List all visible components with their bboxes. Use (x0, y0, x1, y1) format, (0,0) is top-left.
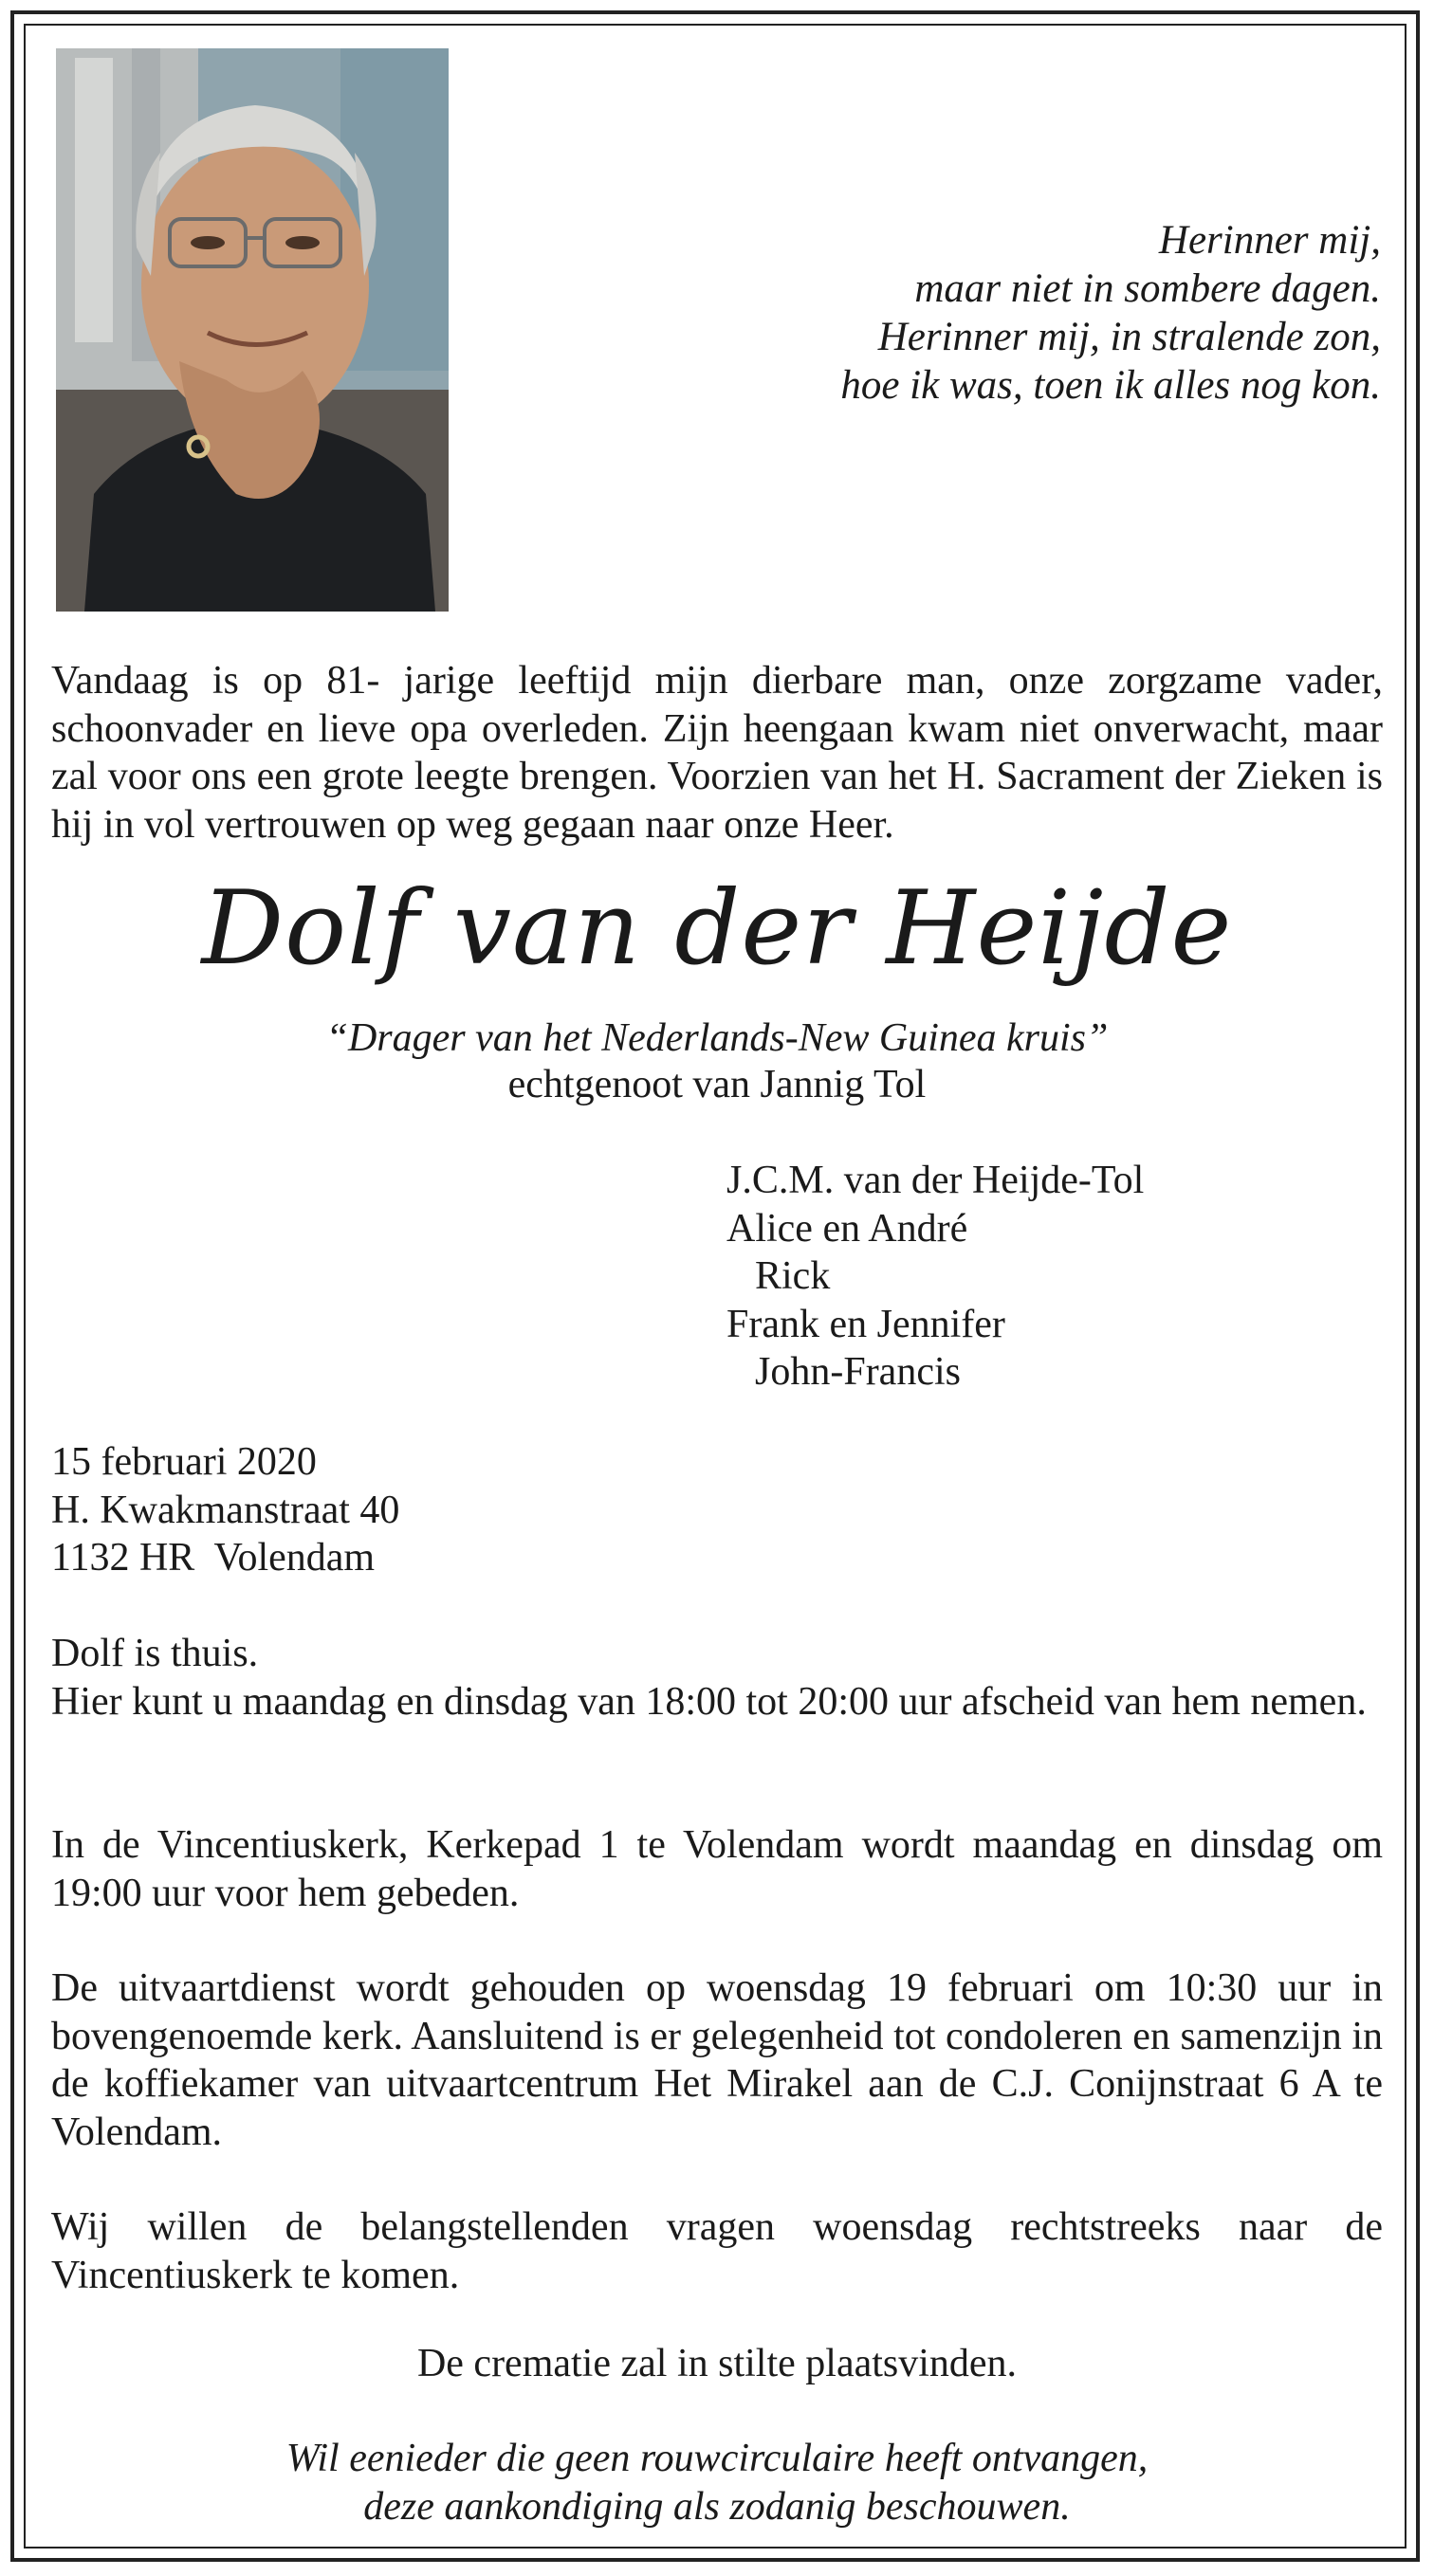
family-member: John-Francis (755, 1350, 961, 1394)
deceased-name: Dolf van der Heijde (201, 869, 1233, 988)
home-visit-text: Hier kunt u maandag en dinsdag van 18:00 tot 20:00 uur afscheid van hem nemen. (51, 1679, 1367, 1724)
city-line: 1132 HR Volendam (51, 1536, 376, 1580)
family-member: Frank en Jennifer (726, 1302, 1005, 1346)
request-paragraph: Wij willen de belangstellenden vragen woensdag rechtstreeks naar de Vincentiuskerk te komen. (51, 2205, 1383, 2297)
closing-line: deze aankondiging als zodanig beschouwen. (363, 2484, 1071, 2529)
address-block (51, 1438, 1383, 1582)
cremation-text: De crematie zal in stilte plaatsvinden. (416, 2342, 1018, 2385)
decoration-text: “Drager van het Nederlands-New Guinea kruis” (325, 1016, 1109, 1060)
portrait-photo (56, 48, 449, 612)
poem-line: maar niet in sombere dagen. (914, 266, 1381, 311)
intro-paragraph: Vandaag is op 81- jarige leeftijd mijn dierbare man, onze zorgzame vader, schoonvader en lieve opa overleden. Zijn heengaan kwam niet onverwacht, maar zal voor ons een grote leegte brengen. Voorzien van het H. Sacrament der Zieken is hij in vol vertrouwen op weg gegaan naar onze Heer. (51, 659, 1383, 847)
poem-line: hoe ik was, toen ik alles nog kon. (840, 363, 1381, 408)
date-line: 15 februari 2020 (51, 1440, 317, 1484)
family-member: J.C.M. van der Heijde-Tol (726, 1159, 1145, 1202)
prayer-paragraph: In de Vincentiuskerk, Kerkepad 1 te Volendam wordt maandag en dinsdag om 19:00 uur voor hem gebeden. (51, 1823, 1383, 1915)
funeral-paragraph: De uitvaartdienst wordt gehouden op woensdag 19 februari om 10:30 uur in bovengenoemde kerk. Aansluitend is er gelegenheid tot condoleren en samenzijn in de koffiekamer van uitvaartcentrum Het Mirakel aan de C.J. Conijnstraat 6 A te Volendam. (51, 1966, 1383, 2154)
family-member: Alice en André (726, 1206, 968, 1251)
closing-text (0, 2435, 1434, 2530)
family-list (726, 1157, 1144, 1397)
family-member: Rick (755, 1254, 831, 1298)
home-line: Dolf is thuis. (51, 1632, 259, 1675)
closing-line: Wil eenieder die geen rouwcirculaire heeft ontvangen, (285, 2437, 1149, 2480)
street-line: H. Kwakmanstraat 40 (51, 1488, 400, 1532)
poem-line: Herinner mij, (1158, 218, 1381, 263)
poem-line: Herinner mij, in stralende zon, (877, 315, 1381, 359)
home-block (51, 1630, 1383, 1726)
spouse-text: echtgenoot van Jannig Tol (507, 1063, 927, 1106)
poem (660, 216, 1381, 410)
